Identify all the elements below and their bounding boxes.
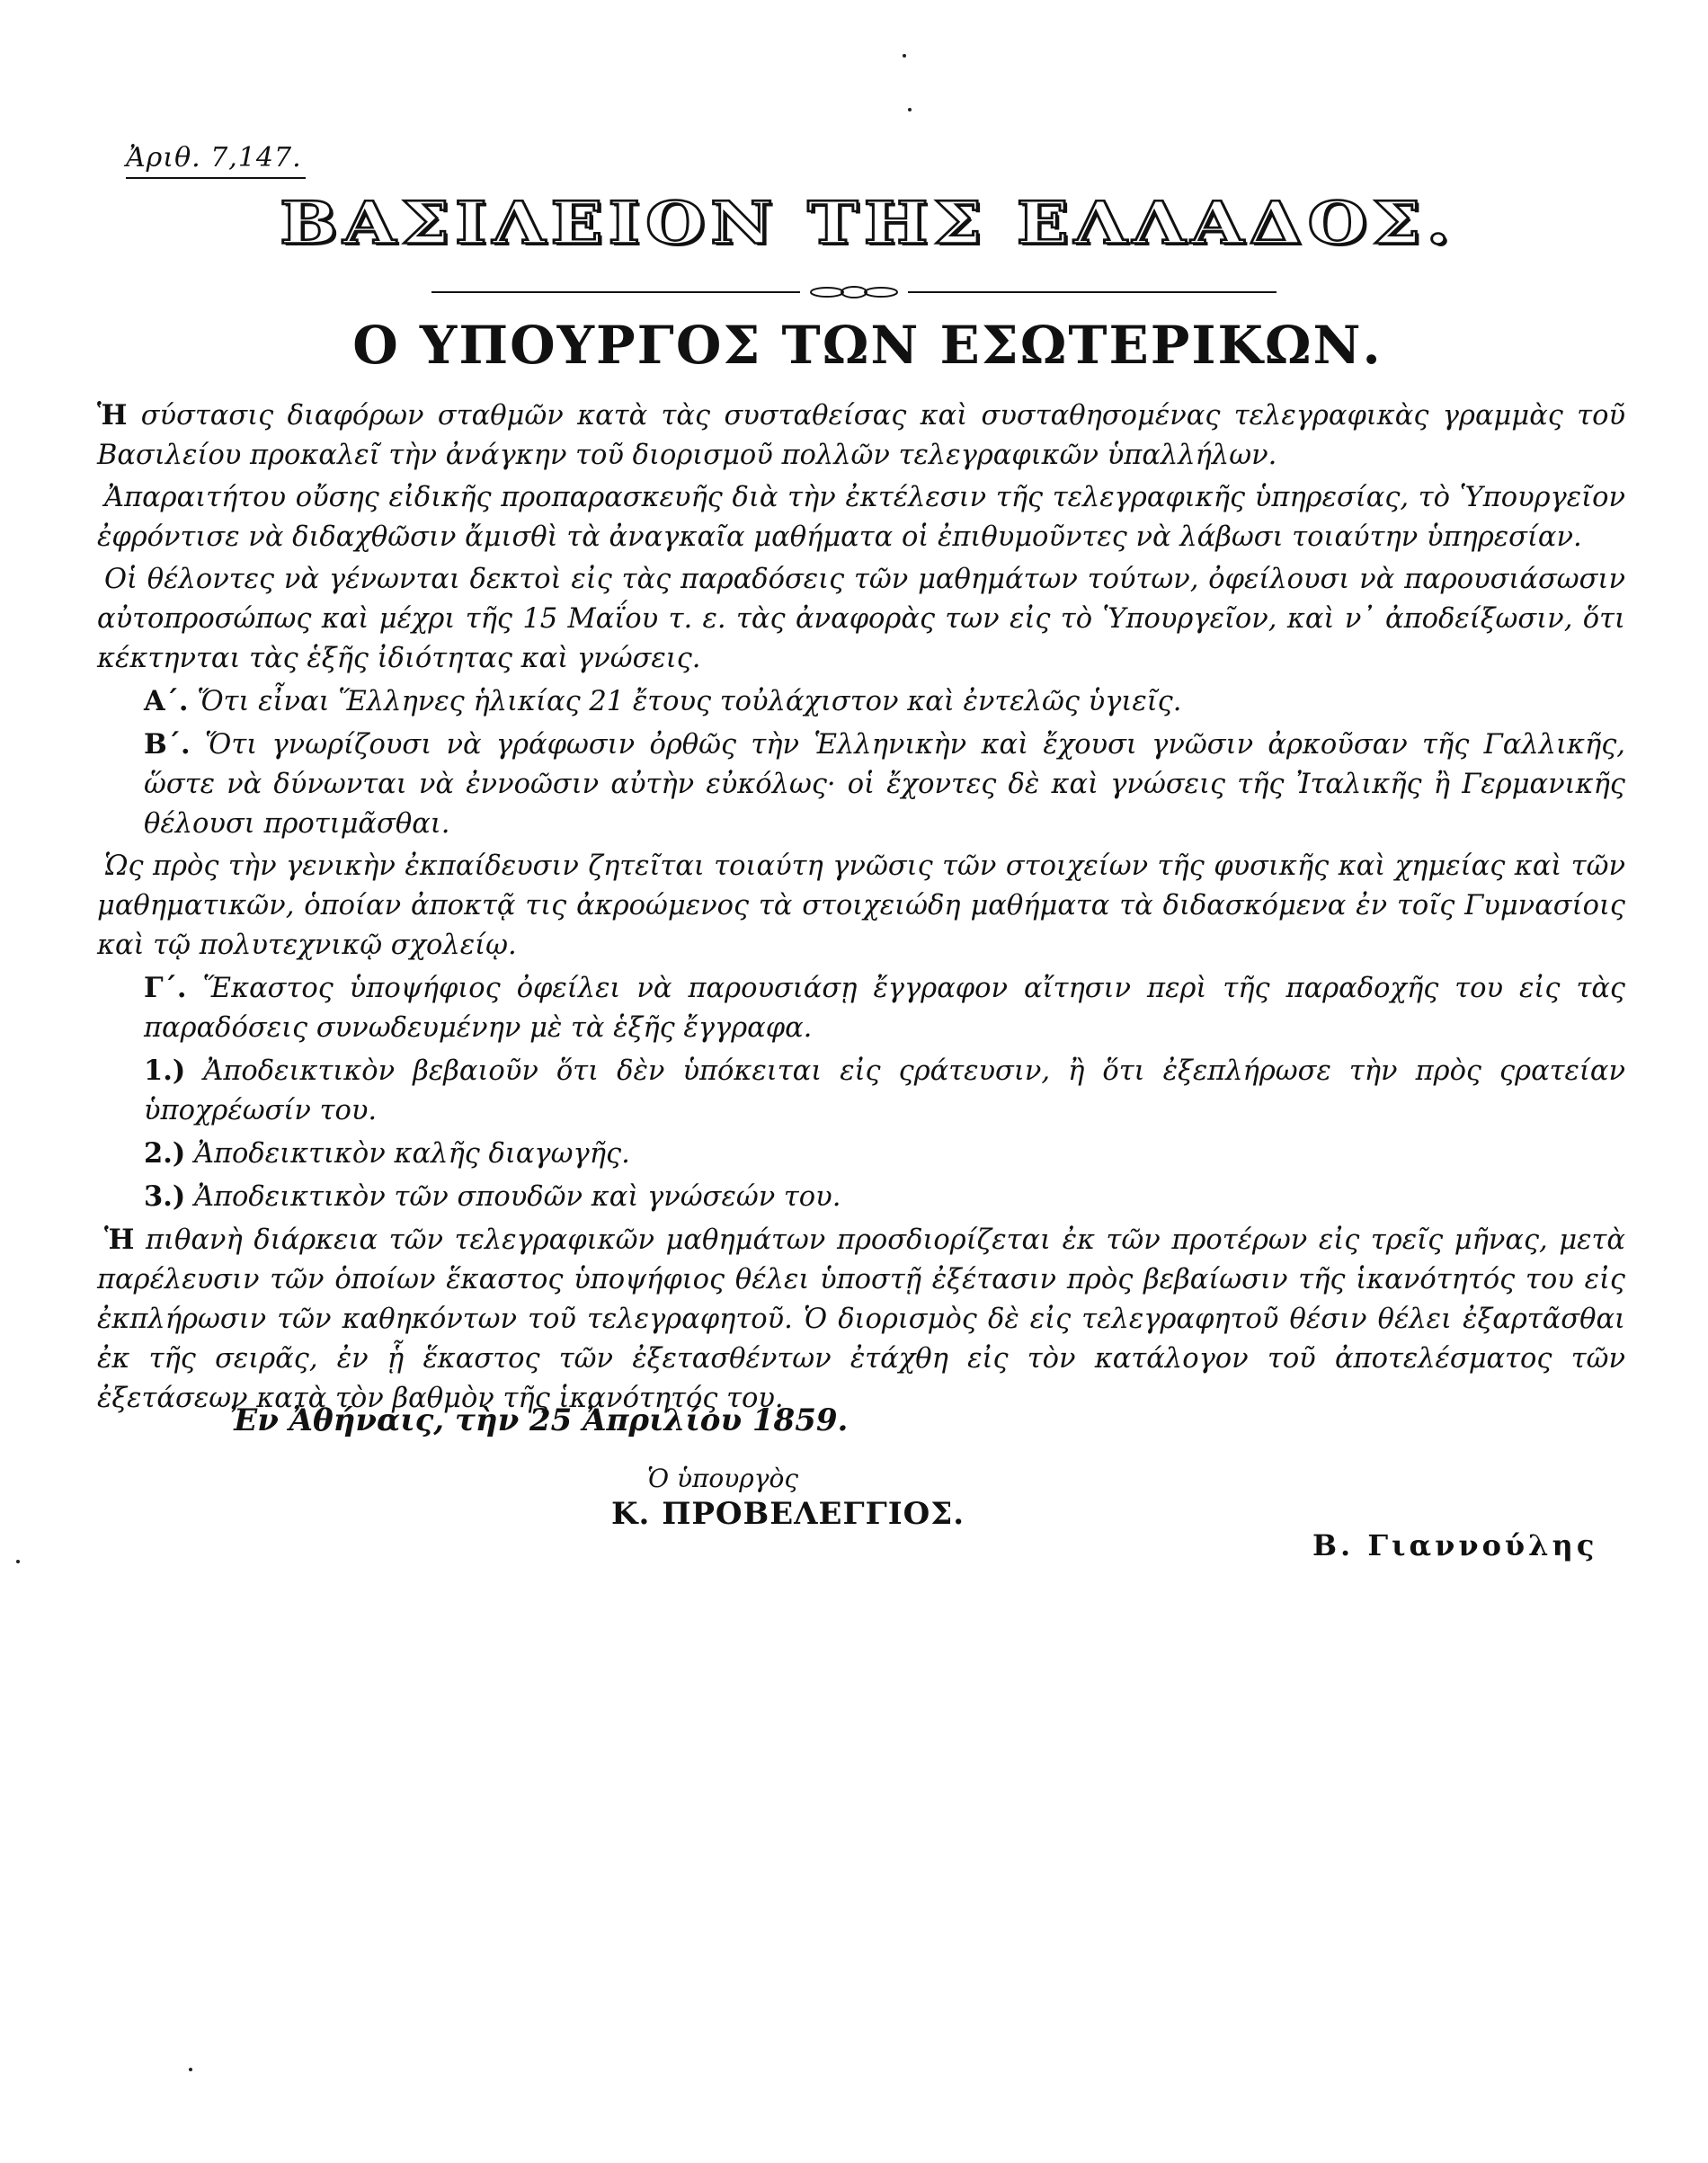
paragraph-duration — [97, 1220, 1625, 1419]
requirement-b — [97, 725, 1625, 844]
document-number: 2.) — [144, 1137, 186, 1170]
ornamental-divider — [431, 286, 1277, 298]
paragraph-text: πιθανὴ διάρκεια τῶν τελεγραφικῶν μαθημάτων προσδιορίζεται ἐκ τῶν προτέρων εἰς τρεῖς μῆνας, μετὰ παρέλευσιν τῶν ὁποίων ἕκαστος ὑποψήφιος θέλει ὑποστῇ ἐξέτασιν πρὸς βεβαίωσιν τῆς ἱκανότητός του εἰς ἐκπλήρωσιν τῶν καθηκόντων τοῦ τελεγραφητοῦ. Ὁ διορισμὸς δὲ εἰς τελεγραφητοῦ θέσιν θέλει ἐξαρτᾶσθαι ἐκ τῆς σειρᾶς, ἐν ᾗ ἕκαστος τῶν ἐξετασθέντων ἐτάχθη εἰς τὸν κατάλογον τοῦ ἀποτελέσματος τῶν ἐξετάσεων κατὰ τὸν βαθμὸν τῆς ἱκανότητός του. — [97, 1224, 1625, 1414]
requirement-text: Ὅτι εἶναι Ἕλληνες ἡλικίας 21 ἔτους τοὐλάχιστον καὶ ἐντελῶς ὑγιεῖς. — [188, 686, 1182, 717]
document-text: Ἀποδεικτικὸν βεβαιοῦν ὅτι δὲν ὑπόκειται εἰς ςράτευσιν, ἢ ὅτι ἐξεπλήρωσε τὴν πρὸς ςρατείαν ὑποχρέωσίν του. — [144, 1055, 1625, 1126]
requirement-label: Β΄. — [144, 728, 191, 761]
requirement-text: Ἕκαστος ὑποψήφιος ὀφείλει νὰ παρουσιάσῃ ἔγγραφον αἴτησιν περὶ τῆς παραδοχῆς του εἰς τὰς παραδόσεις συνωδευμένην μὲ τὰ ἑξῆς ἔγγραφα. — [144, 973, 1625, 1044]
document-1 — [97, 1051, 1625, 1131]
document-3 — [97, 1177, 1625, 1217]
document-text: Ἀποδεικτικὸν καλῆς διαγωγῆς. — [185, 1138, 630, 1170]
reference-number: Ἀριθ. 7,147. — [126, 142, 306, 179]
paragraph-establishment — [97, 396, 1625, 476]
requirement-label: Α΄. — [144, 685, 189, 717]
requirement-text: Ὅτι γνωρίζουσι νὰ γράφωσιν ὀρθῶς τὴν Ἑλληνικὴν καὶ ἔχουσι γνῶσιν ἀρκοῦσαν τῆς Γαλλικῆς, ὥστε νὰ δύνωνται νὰ ἐννοῶσιν αὐτὴν εὐκόλως· οἱ ἔχοντες δὲ καὶ γνώσεις τῆς Ἰταλικῆς ἢ Γερμανικῆς θέλουσι προτιμᾶσθαι. — [144, 729, 1625, 840]
minister-name: Κ. ΠΡΟΒΕΛΕΓΓΙΟΣ. — [611, 1496, 965, 1532]
print-speck — [16, 1560, 20, 1563]
print-speck — [908, 108, 912, 111]
requirement-a — [97, 681, 1625, 722]
print-speck — [189, 2068, 192, 2071]
document-2 — [97, 1134, 1625, 1174]
date-line: Ἐν Ἀθήναις, τὴν 25 Ἀπριλίου 1859. — [229, 1402, 849, 1438]
requirement-c — [97, 968, 1625, 1048]
print-speck — [903, 54, 906, 58]
minister-title: Ὁ ὑπουργὸς — [647, 1464, 798, 1493]
requirement-label: Γ΄. — [144, 972, 187, 1004]
paragraph-lead: Ἡ — [104, 1224, 135, 1256]
document-text: Ἀποδεικτικὸν τῶν σπουδῶν καὶ γνώσεών του. — [185, 1181, 841, 1213]
document-number: 1.) — [144, 1055, 186, 1087]
ministry-heading: Ο ΥΠΟΥΡΓΟΣ ΤΩΝ ΕΣΩΤΕΡΙΚΩΝ. — [352, 315, 1383, 376]
kingdom-title: ΒΑΣΙΛΕΙΟΝ ΤΗΣ ΕΛΛΑΔΟΣ. — [280, 189, 1455, 257]
proclamation-body — [97, 396, 1625, 1421]
paragraph-lead: Ἡ — [97, 399, 128, 432]
paragraph-applicants: Οἱ θέλοντες νὰ γένωνται δεκτοὶ εἰς τὰς παραδόσεις τῶν μαθημάτων τούτων, ὀφείλουσι νὰ παρουσιάσωσιν αὐτοπροσώπως καὶ μέχρι τῆς 15 Μαΐου τ. ε. τὰς ἀναφορὰς των εἰς τὸ Ὑπουργεῖον, καὶ ν᾽ ἀποδείξωσιν, ὅτι κέκτηνται τὰς ἑξῆς ἰδιότητας καὶ γνώσεις. — [97, 564, 1625, 674]
document-number: 3.) — [144, 1180, 186, 1213]
paragraph-preparation: Ἀπαραιτήτου οὔσης εἰδικῆς προπαρασκευῆς διὰ τὴν ἐκτέλεσιν τῆς τελεγραφικῆς ὑπηρεσίας, τὸ Ὑπουργεῖον ἐφρόντισε νὰ διδαχθῶσιν ἄμισθὶ τὰ ἀναγκαῖα μαθήματα οἱ ἐπιθυμοῦντες νὰ λάβωσι τοιαύτην ὑπηρεσίαν. — [97, 482, 1625, 553]
countersignature: Β. Γιαννούλης — [1312, 1528, 1598, 1562]
paragraph-general-education: Ὡς πρὸς τὴν γενικὴν ἐκπαίδευσιν ζητεῖται τοιαύτη γνῶσις τῶν στοιχείων τῆς φυσικῆς καὶ χημείας καὶ τῶν μαθηματικῶν, ὁποίαν ἀποκτᾷ τις ἀκροώμενος τὰ στοιχειώδη μαθήματα τὰ διδασκόμενα ἐν τοῖς Γυμνασίοις καὶ τῷ πολυτεχνικῷ σχολείῳ. — [97, 850, 1625, 961]
paragraph-text: σύστασις διαφόρων σταθμῶν κατὰ τὰς συσταθείσας καὶ συσταθησομένας τελεγραφικὰς γραμμὰς τοῦ Βασιλείου προκαλεῖ τὴν ἀνάγκην τοῦ διορισμοῦ πολλῶν τελεγραφικῶν ὑπαλλήλων. — [97, 400, 1625, 471]
